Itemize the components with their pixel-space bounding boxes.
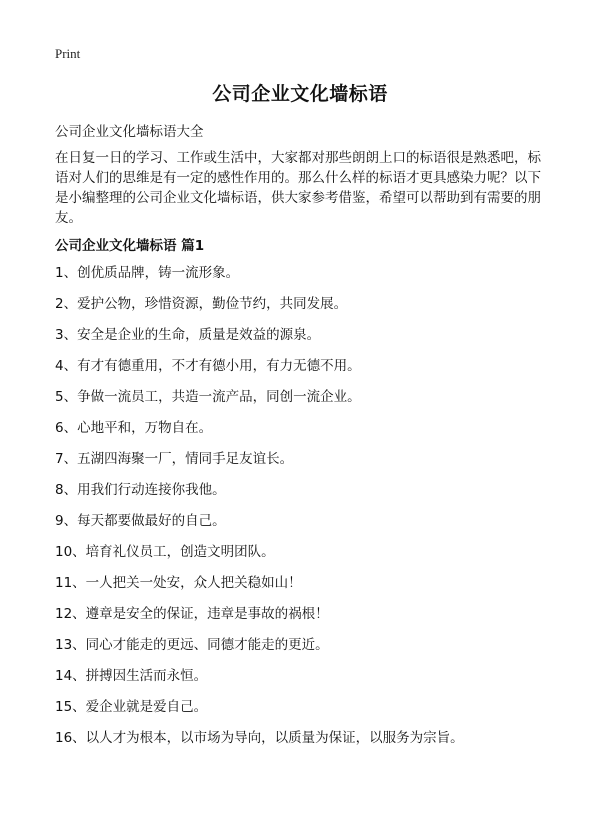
section-heading: 公司企业文化墙标语 篇1 [55,238,205,254]
list-item: 13、同心才能走的更远、同德才能走的更近。 [55,637,329,653]
slogan-list [55,263,555,759]
print-link[interactable]: Print [55,46,81,61]
list-item: 16、以人才为根本，以市场为导向，以质量为保证，以服务为宗旨。 [55,730,464,746]
list-item: 11、一人把关一处安，众人把关稳如山！ [55,575,302,591]
list-item: 3、安全是企业的生命，质量是效益的源泉。 [55,327,321,343]
list-item: 6、心地平和，万物自在。 [55,420,213,436]
list-item: 15、爱企业就是爱自己。 [55,699,208,715]
document-subtitle: 公司企业文化墙标语大全 [55,124,204,140]
list-item: 1、创优质品牌，铸一流形象。 [55,265,240,281]
list-item: 10、培育礼仪员工，创造文明团队。 [55,544,275,560]
list-item: 14、拼搏因生活而永恒。 [55,668,208,684]
list-item: 4、有才有德重用，不才有德小用，有力无德不用。 [55,358,361,374]
list-item: 9、每天都要做最好的自己。 [55,513,226,529]
intro-paragraph: 在日复一日的学习、工作或生活中，大家都对那些朗朗上口的标语很是熟悉吧，标语对人们的思维是有一定的感性作用的。那么什么样的标语才更具感染力呢？以下是小编整理的公司企业文化墙标语，供大家参考借鉴，希望可以帮助到有需要的朋友。 [55,150,541,226]
list-item: 2、爱护公物，珍惜资源，勤俭节约，共同发展。 [55,296,348,312]
list-item: 5、争做一流员工，共造一流产品，同创一流企业。 [55,389,361,405]
list-item: 8、用我们行动连接你我他。 [55,482,226,498]
list-item: 12、遵章是安全的保证，违章是事故的祸根！ [55,606,329,622]
page-title: 公司企业文化墙标语 [212,83,388,105]
list-item: 7、五湖四海聚一厂，情同手足友谊长。 [55,451,294,467]
